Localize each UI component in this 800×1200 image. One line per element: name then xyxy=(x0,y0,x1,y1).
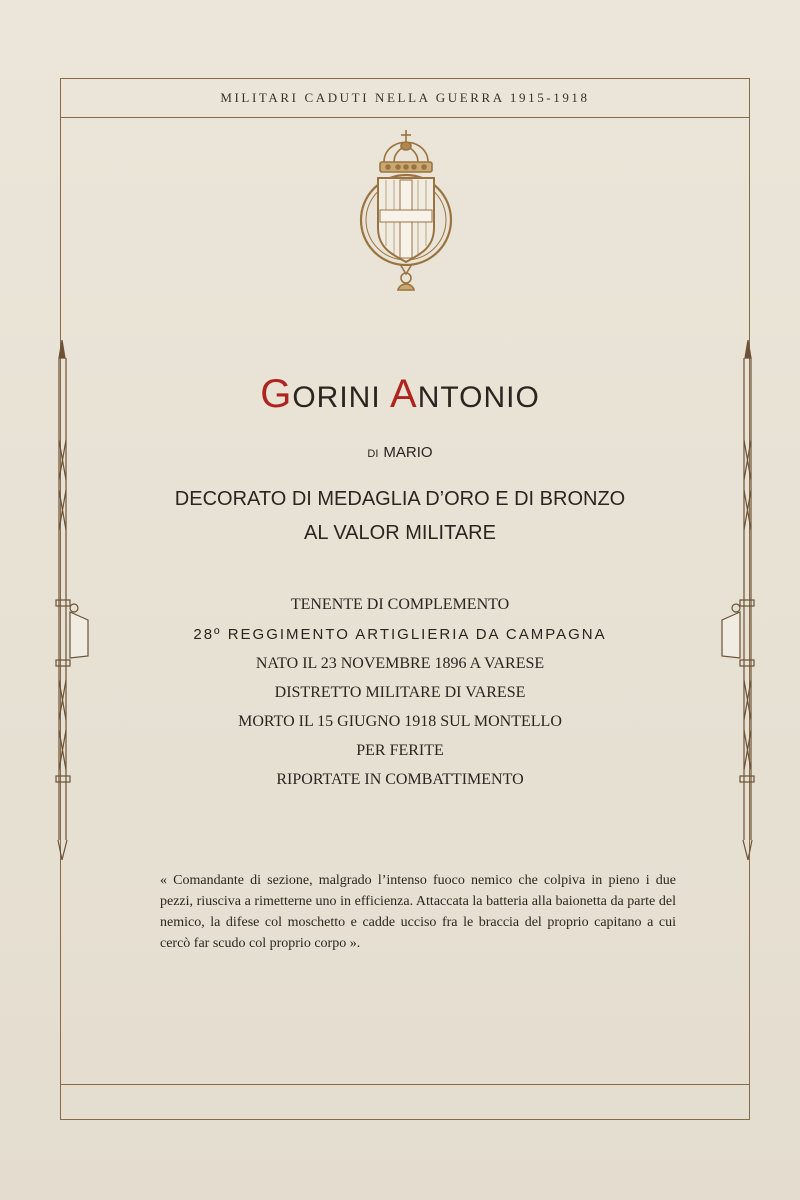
medal-citation: « Comandante di sezione, malgrado l’intenso fuoco nemico che colpiva in pieno i due pezzi, riusciva a rimetterne uno in efficienza. Attaccata la batteria alla baionetta da parte del nemico, la difese col moschetto e cadde ucciso fra le braccia del proprio capitano a cui cercò far scudo col proprio corpo ». xyxy=(160,873,676,951)
person-name xyxy=(0,372,800,417)
footer-rule xyxy=(60,1084,750,1085)
decoration-line-2: AL VALOR MILITARE xyxy=(304,522,496,544)
name-given-rest: NTONIO xyxy=(417,381,540,414)
detail-rank: TENENTE DI COMPLEMENTO xyxy=(290,596,510,613)
name-initial-surname: G xyxy=(260,372,293,416)
detail-birth: NATO IL 23 NOVEMBRE 1896 A VARESE xyxy=(255,655,545,672)
name-surname-rest: ORINI xyxy=(292,381,381,414)
father-name: MARIO xyxy=(383,444,433,461)
header-title: MILITARI CADUTI NELLA GUERRA 1915-1918 xyxy=(220,89,590,105)
detail-cause-2: RIPORTATE IN COMBATTIMENTO xyxy=(276,771,524,788)
savoy-crest-icon xyxy=(356,128,456,296)
detail-death: MORTO IL 15 GIUGNO 1918 SUL MONTELLO xyxy=(238,713,562,730)
detail-district: DISTRETTO MILITARE DI VARESE xyxy=(274,684,526,701)
decoration-line-1: DECORATO DI MEDAGLIA D’ORO E DI BRONZO xyxy=(174,488,626,510)
detail-cause-1: PER FERITE xyxy=(356,742,444,759)
father-prefix: DI xyxy=(367,448,379,460)
header-band xyxy=(60,78,750,118)
detail-regiment: 28º REGGIMENTO ARTIGLIERIA DA CAMPAGNA xyxy=(193,626,607,643)
name-initial-given: A xyxy=(390,372,418,416)
father-line xyxy=(0,444,800,461)
